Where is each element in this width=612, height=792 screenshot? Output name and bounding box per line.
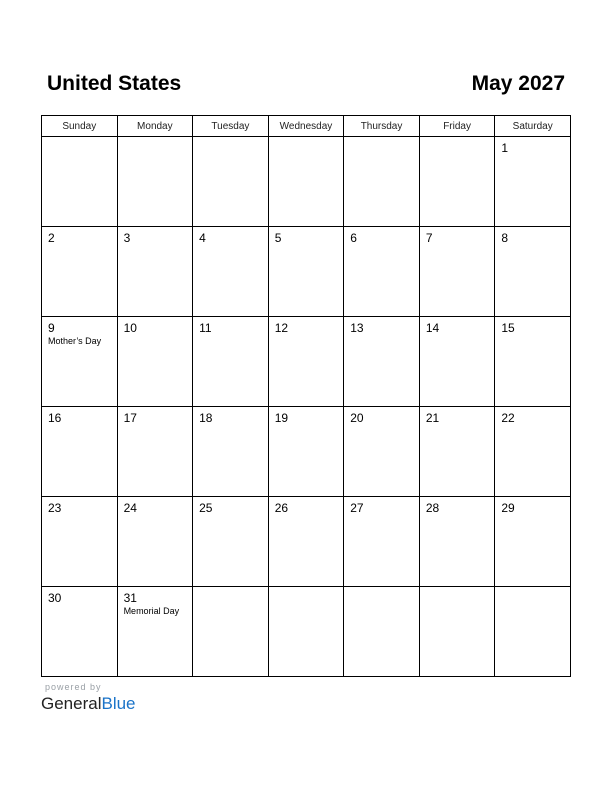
- day-number: 1: [501, 141, 509, 155]
- day-number: 12: [274, 321, 289, 335]
- week-row: [42, 497, 571, 587]
- day-cell[interactable]: [193, 227, 269, 317]
- week-row: [42, 137, 571, 227]
- day-number: 10: [123, 321, 137, 335]
- day-cell[interactable]: [419, 227, 495, 317]
- day-number: [420, 137, 495, 141]
- day-cell[interactable]: [268, 407, 344, 497]
- weekday-header: Tuesday: [193, 116, 269, 137]
- powered-by-label: powered by: [45, 682, 102, 692]
- day-cell[interactable]: [193, 407, 269, 497]
- day-number: 17: [123, 411, 137, 425]
- month-title: May 2027: [471, 72, 565, 95]
- brand-blue-text: Blue: [101, 694, 136, 713]
- weekday-header: Sunday: [42, 116, 118, 137]
- weekday-header-row: [42, 116, 571, 137]
- day-cell[interactable]: [344, 497, 420, 587]
- day-number: 30: [48, 591, 62, 605]
- day-number: 16: [48, 411, 62, 425]
- day-number: 15: [501, 321, 515, 335]
- day-cell[interactable]: [419, 497, 495, 587]
- day-cell[interactable]: [117, 137, 193, 227]
- weekday-header: Wednesday: [268, 116, 344, 137]
- day-cell[interactable]: [344, 587, 420, 677]
- day-number: 9: [48, 321, 55, 335]
- day-cell[interactable]: [268, 587, 344, 677]
- day-number: [495, 587, 570, 591]
- day-cell[interactable]: [495, 317, 571, 407]
- day-number: [344, 137, 419, 141]
- week-row: [42, 227, 571, 317]
- day-number: 19: [274, 411, 289, 425]
- week-row: [42, 407, 571, 497]
- day-number: 4: [199, 231, 206, 245]
- day-number: 3: [123, 231, 131, 245]
- day-number: [269, 137, 344, 141]
- day-cell[interactable]: [42, 317, 118, 407]
- day-number: 25: [199, 501, 213, 515]
- day-cell[interactable]: [344, 407, 420, 497]
- day-cell[interactable]: [117, 317, 193, 407]
- day-number: 18: [199, 411, 213, 425]
- day-number: 27: [350, 501, 364, 515]
- generalblue-logo[interactable]: [41, 693, 136, 715]
- day-number: 20: [350, 411, 364, 425]
- day-number: 22: [501, 411, 515, 425]
- day-cell[interactable]: [344, 137, 420, 227]
- country-title: United States: [47, 72, 182, 95]
- day-number: 29: [501, 501, 515, 515]
- weekday-header: Thursday: [344, 116, 420, 137]
- day-cell[interactable]: [193, 137, 269, 227]
- weekday-header: Saturday: [495, 116, 571, 137]
- day-cell[interactable]: [117, 587, 193, 677]
- week-row: [42, 587, 571, 677]
- holiday-label: Mother’s Day: [48, 336, 102, 346]
- day-cell[interactable]: [193, 587, 269, 677]
- day-number: 28: [425, 501, 440, 515]
- day-cell[interactable]: [495, 227, 571, 317]
- day-number: 5: [274, 231, 282, 245]
- day-cell[interactable]: [42, 407, 118, 497]
- day-cell[interactable]: [117, 227, 193, 317]
- day-number: [269, 587, 344, 591]
- day-cell[interactable]: [193, 317, 269, 407]
- day-cell[interactable]: [419, 587, 495, 677]
- day-number: [420, 587, 495, 591]
- day-cell[interactable]: [268, 317, 344, 407]
- day-cell[interactable]: [42, 137, 118, 227]
- holiday-label: Memorial Day: [123, 606, 180, 616]
- brand-general-text: General: [41, 694, 102, 713]
- day-number: 6: [350, 231, 357, 245]
- day-number: [42, 137, 117, 141]
- day-number: [344, 587, 419, 591]
- day-number: 21: [425, 411, 440, 425]
- day-cell[interactable]: [344, 227, 420, 317]
- day-cell[interactable]: [42, 587, 118, 677]
- day-cell[interactable]: [268, 227, 344, 317]
- day-number: 23: [48, 501, 62, 515]
- day-cell[interactable]: [117, 497, 193, 587]
- day-number: 11: [199, 321, 212, 335]
- day-number: 26: [274, 501, 289, 515]
- day-cell[interactable]: [495, 407, 571, 497]
- day-number: 31: [123, 591, 137, 605]
- day-number: 2: [48, 231, 55, 245]
- day-number: [193, 137, 268, 141]
- day-number: 8: [501, 231, 509, 245]
- day-cell[interactable]: [268, 137, 344, 227]
- day-number: 24: [123, 501, 137, 515]
- day-number: 13: [350, 321, 364, 335]
- day-cell[interactable]: [42, 497, 118, 587]
- day-cell[interactable]: [344, 317, 420, 407]
- calendar-grid: [41, 115, 571, 677]
- day-cell[interactable]: [268, 497, 344, 587]
- week-row: [42, 317, 571, 407]
- day-cell[interactable]: [419, 137, 495, 227]
- weekday-header: Monday: [117, 116, 193, 137]
- day-cell[interactable]: [42, 227, 118, 317]
- day-cell[interactable]: [419, 407, 495, 497]
- day-cell[interactable]: [419, 317, 495, 407]
- day-cell[interactable]: [117, 407, 193, 497]
- day-number: 7: [425, 231, 433, 245]
- day-cell[interactable]: [495, 137, 571, 227]
- day-number: [193, 587, 268, 591]
- day-cell[interactable]: [193, 497, 269, 587]
- day-number: [118, 137, 193, 141]
- day-cell[interactable]: [495, 497, 571, 587]
- day-number: 14: [425, 321, 440, 335]
- day-cell[interactable]: [495, 587, 571, 677]
- weekday-header: Friday: [419, 116, 495, 137]
